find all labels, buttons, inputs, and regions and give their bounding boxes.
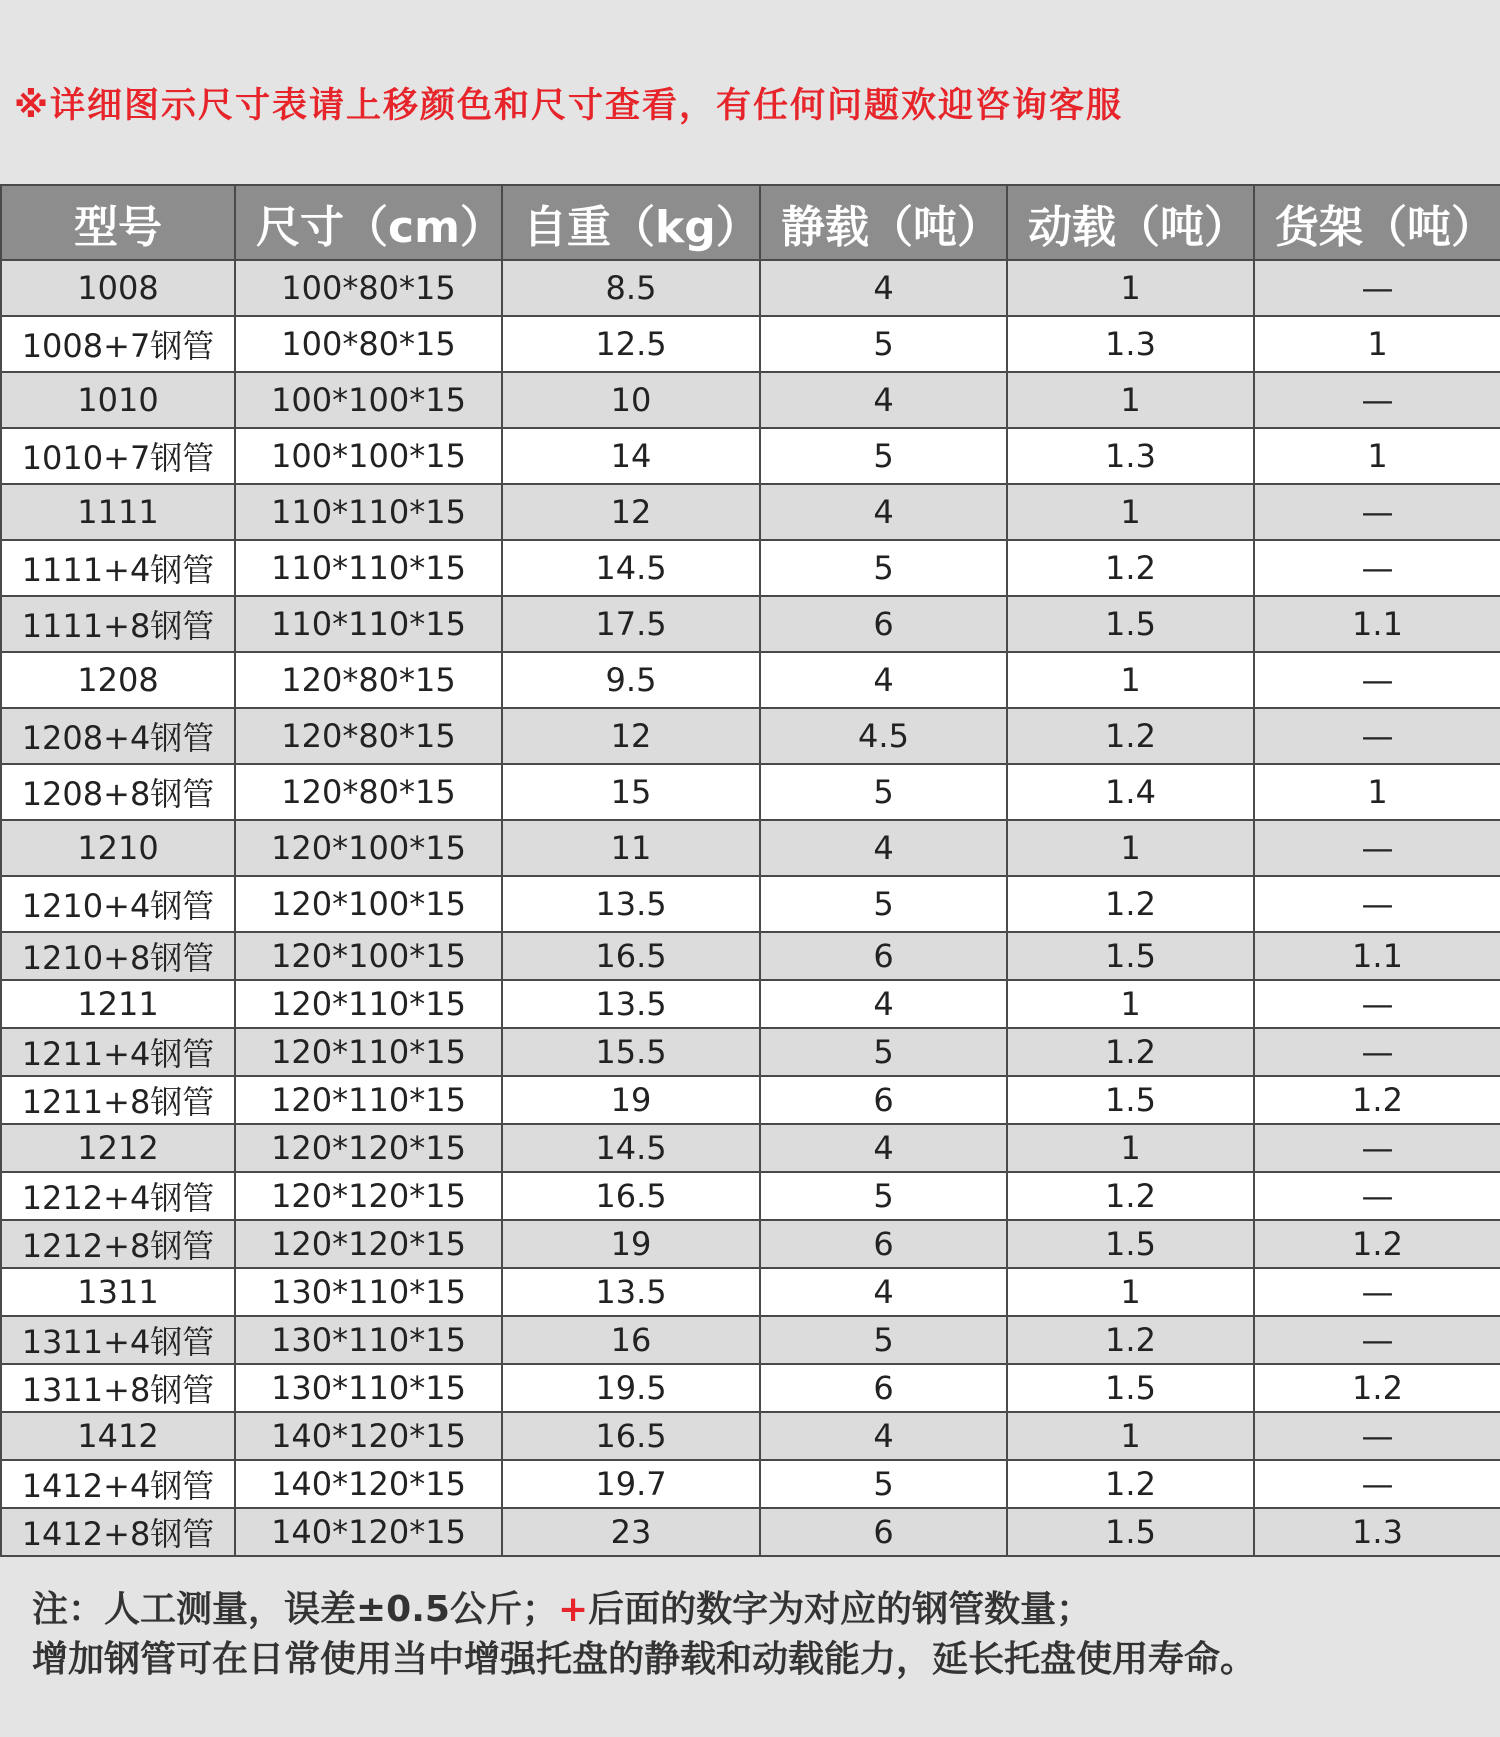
table-row: [1, 932, 1500, 980]
cell-dynamic-load: 1.5: [1007, 932, 1254, 980]
cell-weight: 12: [502, 484, 760, 540]
header-weight: 自重（kg）: [502, 185, 760, 260]
cell-rack-load: —: [1254, 1172, 1500, 1220]
cell-dynamic-load: 1.5: [1007, 1364, 1254, 1412]
footer-line-1-suffix: 后面的数字为对应的钢管数量；: [588, 1589, 1093, 1630]
table-row: [1, 540, 1500, 596]
cell-model: 1208+4钢管: [1, 708, 235, 764]
cell-rack-load: —: [1254, 1460, 1500, 1508]
cell-weight: 8.5: [502, 260, 760, 316]
cell-dynamic-load: 1: [1007, 260, 1254, 316]
cell-static-load: 6: [760, 932, 1007, 980]
header-static-load: 静载（吨）: [760, 185, 1007, 260]
cell-size: 100*100*15: [235, 428, 502, 484]
cell-size: 130*110*15: [235, 1364, 502, 1412]
cell-model: 1210+4钢管: [1, 876, 235, 932]
cell-model: 1211: [1, 980, 235, 1028]
cell-model: 1212+4钢管: [1, 1172, 235, 1220]
cell-size: 130*110*15: [235, 1316, 502, 1364]
cell-weight: 15.5: [502, 1028, 760, 1076]
cell-rack-load: —: [1254, 484, 1500, 540]
cell-static-load: 4: [760, 484, 1007, 540]
cell-weight: 15: [502, 764, 760, 820]
cell-static-load: 5: [760, 540, 1007, 596]
cell-static-load: 5: [760, 1172, 1007, 1220]
cell-dynamic-load: 1.5: [1007, 1508, 1254, 1556]
cell-rack-load: 1: [1254, 428, 1500, 484]
header-size: 尺寸（cm）: [235, 185, 502, 260]
cell-model: 1311+8钢管: [1, 1364, 235, 1412]
cell-dynamic-load: 1.4: [1007, 764, 1254, 820]
table-row: [1, 484, 1500, 540]
table-row: [1, 316, 1500, 372]
table-row: [1, 764, 1500, 820]
cell-dynamic-load: 1: [1007, 820, 1254, 876]
cell-rack-load: 1.2: [1254, 1076, 1500, 1124]
table-row: [1, 1124, 1500, 1172]
cell-rack-load: 1: [1254, 316, 1500, 372]
cell-weight: 9.5: [502, 652, 760, 708]
cell-dynamic-load: 1: [1007, 1268, 1254, 1316]
cell-weight: 23: [502, 1508, 760, 1556]
cell-size: 110*110*15: [235, 484, 502, 540]
cell-static-load: 5: [760, 876, 1007, 932]
cell-static-load: 5: [760, 1028, 1007, 1076]
cell-static-load: 4: [760, 820, 1007, 876]
cell-weight: 12.5: [502, 316, 760, 372]
cell-weight: 17.5: [502, 596, 760, 652]
cell-weight: 13.5: [502, 1268, 760, 1316]
cell-static-load: 4.5: [760, 708, 1007, 764]
cell-dynamic-load: 1.2: [1007, 540, 1254, 596]
spec-table: [0, 184, 1500, 1557]
header-model: 型号: [1, 185, 235, 260]
cell-weight: 16.5: [502, 1172, 760, 1220]
footer-line-1-prefix: 注：人工测量，误差±0.5公斤；: [32, 1589, 558, 1630]
cell-static-load: 6: [760, 1220, 1007, 1268]
cell-rack-load: 1.1: [1254, 596, 1500, 652]
cell-static-load: 5: [760, 428, 1007, 484]
table-row: [1, 1172, 1500, 1220]
cell-size: 120*100*15: [235, 932, 502, 980]
table-row: [1, 428, 1500, 484]
cell-dynamic-load: 1.2: [1007, 708, 1254, 764]
table-row: [1, 1268, 1500, 1316]
cell-weight: 19.5: [502, 1364, 760, 1412]
cell-static-load: 4: [760, 1124, 1007, 1172]
cell-rack-load: —: [1254, 708, 1500, 764]
cell-static-load: 6: [760, 1508, 1007, 1556]
cell-model: 1311: [1, 1268, 235, 1316]
cell-static-load: 5: [760, 764, 1007, 820]
cell-static-load: 4: [760, 980, 1007, 1028]
cell-dynamic-load: 1: [1007, 652, 1254, 708]
table-row: [1, 1316, 1500, 1364]
cell-dynamic-load: 1: [1007, 1412, 1254, 1460]
cell-model: 1111+8钢管: [1, 596, 235, 652]
cell-static-load: 4: [760, 372, 1007, 428]
cell-rack-load: —: [1254, 980, 1500, 1028]
cell-size: 120*80*15: [235, 764, 502, 820]
cell-weight: 14: [502, 428, 760, 484]
cell-rack-load: 1: [1254, 764, 1500, 820]
cell-size: 140*120*15: [235, 1460, 502, 1508]
table-row: [1, 652, 1500, 708]
cell-dynamic-load: 1: [1007, 372, 1254, 428]
table-row: [1, 596, 1500, 652]
spec-table-container: [0, 184, 1500, 1557]
cell-model: 1211+4钢管: [1, 1028, 235, 1076]
cell-dynamic-load: 1.3: [1007, 428, 1254, 484]
cell-static-load: 6: [760, 1076, 1007, 1124]
cell-weight: 16.5: [502, 932, 760, 980]
table-row: [1, 1364, 1500, 1412]
footer-plus-sign: +: [557, 1589, 589, 1630]
cell-model: 1210+8钢管: [1, 932, 235, 980]
cell-size: 120*80*15: [235, 708, 502, 764]
cell-rack-load: —: [1254, 1028, 1500, 1076]
cell-rack-load: —: [1254, 876, 1500, 932]
cell-model: 1010: [1, 372, 235, 428]
cell-dynamic-load: 1.5: [1007, 1220, 1254, 1268]
footer-line-1: [32, 1585, 1256, 1635]
cell-size: 130*110*15: [235, 1268, 502, 1316]
cell-size: 120*110*15: [235, 1028, 502, 1076]
table-row: [1, 876, 1500, 932]
cell-model: 1412+8钢管: [1, 1508, 235, 1556]
cell-size: 110*110*15: [235, 596, 502, 652]
cell-size: 110*110*15: [235, 540, 502, 596]
cell-size: 120*100*15: [235, 876, 502, 932]
cell-model: 1412: [1, 1412, 235, 1460]
cell-rack-load: —: [1254, 652, 1500, 708]
cell-dynamic-load: 1.2: [1007, 1460, 1254, 1508]
cell-model: 1008: [1, 260, 235, 316]
cell-rack-load: 1.2: [1254, 1364, 1500, 1412]
cell-static-load: 5: [760, 1460, 1007, 1508]
cell-static-load: 6: [760, 596, 1007, 652]
table-header: [1, 185, 1500, 260]
cell-weight: 16: [502, 1316, 760, 1364]
table-body: [1, 260, 1500, 1556]
cell-dynamic-load: 1: [1007, 980, 1254, 1028]
cell-model: 1208+8钢管: [1, 764, 235, 820]
cell-dynamic-load: 1.2: [1007, 1172, 1254, 1220]
cell-static-load: 4: [760, 1412, 1007, 1460]
cell-weight: 12: [502, 708, 760, 764]
cell-weight: 13.5: [502, 980, 760, 1028]
cell-rack-load: —: [1254, 1316, 1500, 1364]
cell-weight: 14.5: [502, 1124, 760, 1172]
cell-weight: 11: [502, 820, 760, 876]
cell-weight: 14.5: [502, 540, 760, 596]
cell-static-load: 4: [760, 260, 1007, 316]
notice-text: ※详细图示尺寸表请上移颜色和尺寸查看，有任何问题欢迎咨询客服: [14, 86, 1124, 126]
cell-size: 100*80*15: [235, 316, 502, 372]
cell-size: 120*120*15: [235, 1172, 502, 1220]
table-row: [1, 1028, 1500, 1076]
table-row: [1, 260, 1500, 316]
cell-rack-load: 1.2: [1254, 1220, 1500, 1268]
cell-rack-load: —: [1254, 1268, 1500, 1316]
cell-dynamic-load: 1.5: [1007, 596, 1254, 652]
cell-rack-load: —: [1254, 1124, 1500, 1172]
cell-static-load: 4: [760, 652, 1007, 708]
header-rack-load: 货架（吨）: [1254, 185, 1500, 260]
table-row: [1, 1220, 1500, 1268]
table-row: [1, 1460, 1500, 1508]
cell-weight: 16.5: [502, 1412, 760, 1460]
cell-rack-load: —: [1254, 1412, 1500, 1460]
table-row: [1, 980, 1500, 1028]
cell-weight: 13.5: [502, 876, 760, 932]
cell-model: 1010+7钢管: [1, 428, 235, 484]
cell-model: 1412+4钢管: [1, 1460, 235, 1508]
cell-model: 1212: [1, 1124, 235, 1172]
table-row: [1, 820, 1500, 876]
cell-dynamic-load: 1.2: [1007, 1028, 1254, 1076]
cell-size: 100*100*15: [235, 372, 502, 428]
cell-model: 1212+8钢管: [1, 1220, 235, 1268]
cell-weight: 19: [502, 1076, 760, 1124]
footer-note: [32, 1585, 1256, 1685]
cell-dynamic-load: 1: [1007, 1124, 1254, 1172]
cell-weight: 19.7: [502, 1460, 760, 1508]
table-row: [1, 708, 1500, 764]
header-row: [1, 185, 1500, 260]
cell-model: 1208: [1, 652, 235, 708]
cell-rack-load: 1.3: [1254, 1508, 1500, 1556]
table-row: [1, 1076, 1500, 1124]
cell-size: 120*120*15: [235, 1124, 502, 1172]
cell-weight: 10: [502, 372, 760, 428]
cell-size: 140*120*15: [235, 1508, 502, 1556]
cell-static-load: 4: [760, 1268, 1007, 1316]
cell-dynamic-load: 1.3: [1007, 316, 1254, 372]
cell-rack-load: —: [1254, 260, 1500, 316]
cell-static-load: 6: [760, 1364, 1007, 1412]
footer-line-2: 增加钢管可在日常使用当中增强托盘的静载和动载能力，延长托盘使用寿命。: [32, 1639, 1257, 1680]
header-dynamic-load: 动载（吨）: [1007, 185, 1254, 260]
cell-rack-load: —: [1254, 540, 1500, 596]
cell-model: 1111+4钢管: [1, 540, 235, 596]
cell-dynamic-load: 1.2: [1007, 876, 1254, 932]
cell-size: 100*80*15: [235, 260, 502, 316]
cell-size: 120*110*15: [235, 1076, 502, 1124]
cell-rack-load: —: [1254, 372, 1500, 428]
cell-dynamic-load: 1.2: [1007, 1316, 1254, 1364]
cell-model: 1311+4钢管: [1, 1316, 235, 1364]
cell-size: 120*120*15: [235, 1220, 502, 1268]
cell-size: 140*120*15: [235, 1412, 502, 1460]
table-row: [1, 1412, 1500, 1460]
table-row: [1, 1508, 1500, 1556]
cell-size: 120*80*15: [235, 652, 502, 708]
cell-dynamic-load: 1: [1007, 484, 1254, 540]
cell-model: 1111: [1, 484, 235, 540]
cell-static-load: 5: [760, 1316, 1007, 1364]
cell-size: 120*110*15: [235, 980, 502, 1028]
cell-model: 1210: [1, 820, 235, 876]
cell-weight: 19: [502, 1220, 760, 1268]
cell-dynamic-load: 1.5: [1007, 1076, 1254, 1124]
table-row: [1, 372, 1500, 428]
cell-model: 1008+7钢管: [1, 316, 235, 372]
cell-rack-load: 1.1: [1254, 932, 1500, 980]
cell-static-load: 5: [760, 316, 1007, 372]
cell-model: 1211+8钢管: [1, 1076, 235, 1124]
cell-size: 120*100*15: [235, 820, 502, 876]
cell-rack-load: —: [1254, 820, 1500, 876]
